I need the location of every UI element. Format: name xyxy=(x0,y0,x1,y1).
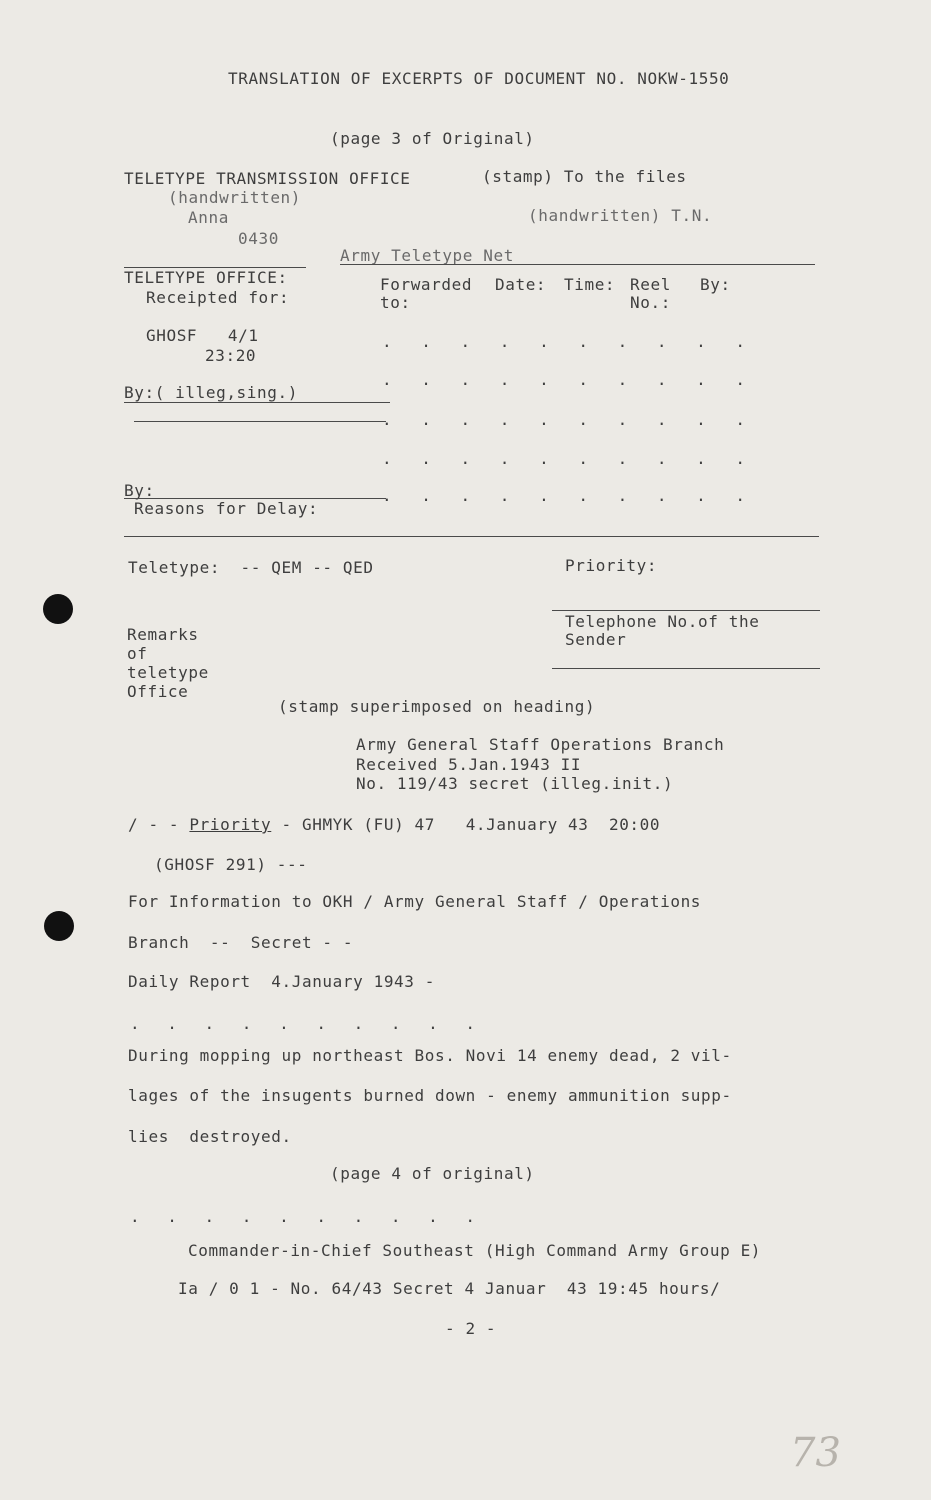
stamp-line-2: Received 5.Jan.1943 II xyxy=(356,755,582,774)
net-rule xyxy=(340,264,815,265)
pencil-page-mark: 73 xyxy=(790,1430,841,1476)
reel-no-label: Reel No.: xyxy=(630,275,671,312)
priority-line-prefix: / - - xyxy=(128,815,190,834)
document-title: TRANSLATION OF EXCERPTS OF DOCUMENT NO. NOKW-1550 xyxy=(228,69,730,88)
forwarded-to-label: Forwarded to: xyxy=(380,275,473,312)
priority-line-rest: - GHMYK (FU) 47 4.January 43 20:00 xyxy=(271,815,661,834)
telephone-rule-top xyxy=(552,610,820,611)
body-line-1: During mopping up northeast Bos. Novi 14 enemy dead, 2 vil- xyxy=(128,1046,732,1065)
omission-dots-1: . . . . . . . . . . xyxy=(130,1014,485,1033)
page-note: (page 3 of Original) xyxy=(330,129,535,148)
body-line-2: lages of the insugents burned down - enemy ammunition supp- xyxy=(128,1086,732,1105)
handwritten-label-1: (handwritten) xyxy=(168,188,302,207)
omission-dots-2: . . . . . . . . . . xyxy=(130,1207,485,1226)
by-rule-2 xyxy=(134,421,386,422)
stamp-line-1: Army General Staff Operations Branch xyxy=(356,735,725,754)
telephone-rule-bottom xyxy=(552,668,820,669)
remarks-label: Remarks of teletype Office xyxy=(127,625,209,701)
reasons-for-delay-label: Reasons for Delay: xyxy=(134,499,319,518)
handwritten-name: Anna xyxy=(188,208,229,227)
section-divider xyxy=(124,536,819,537)
by-illeg-signature: By:( illeg,sing.) xyxy=(124,383,298,402)
handwritten-label-2: (handwritten) T.N. xyxy=(528,206,713,225)
page-number: - 2 - xyxy=(445,1319,497,1338)
by-rule-1 xyxy=(124,402,390,403)
ghosf-reference: (GHOSF 291) --- xyxy=(154,855,308,874)
daily-report-line: Daily Report 4.January 1943 - xyxy=(128,972,435,991)
ghosf-entry: GHOSF 4/1 xyxy=(146,326,259,345)
time-label: Time: xyxy=(564,275,616,294)
dotted-row-3: . . . . . . . . . . xyxy=(382,410,756,429)
army-teletype-net: Army Teletype Net xyxy=(340,246,514,265)
receipted-for-label: Receipted for: xyxy=(146,288,290,307)
dotted-row-5: . . . . . . . . . . xyxy=(382,486,756,505)
stamp-line-3: No. 119/43 secret (illeg.init.) xyxy=(356,774,674,793)
dotted-row-1: . . . . . . . . . . xyxy=(382,332,756,351)
date-label: Date: xyxy=(495,275,547,294)
handwritten-time: 0430 xyxy=(238,229,279,248)
stamp-note: (stamp) To the files xyxy=(482,167,687,186)
body-line-3: lies destroyed. xyxy=(128,1127,292,1146)
priority-label: Priority: xyxy=(565,556,658,575)
page-4-note: (page 4 of original) xyxy=(330,1164,535,1183)
punch-hole-bottom xyxy=(44,911,74,941)
teletype-codes: Teletype: -- QEM -- QED xyxy=(128,558,374,577)
commander-line: Commander-in-Chief Southeast (High Command Army Group E) xyxy=(188,1241,762,1260)
by-label: By: xyxy=(700,275,731,294)
teletype-office-label: TELETYPE OFFICE: xyxy=(124,268,288,287)
punch-hole-top xyxy=(43,594,73,624)
priority-line xyxy=(128,816,660,834)
office-title: TELETYPE TRANSMISSION OFFICE xyxy=(124,169,411,188)
telephone-sender-label: Telephone No.of the Sender xyxy=(565,612,760,649)
by-blank: By: xyxy=(124,481,155,500)
dotted-row-2: . . . . . . . . . . xyxy=(382,370,756,389)
dotted-row-4: . . . . . . . . . . xyxy=(382,449,756,468)
office-label-rule xyxy=(124,267,306,268)
ia-reference-line: Ia / 0 1 - No. 64/43 Secret 4 Januar 43 19:45 hours/ xyxy=(178,1279,721,1298)
info-line-2: Branch -- Secret - - xyxy=(128,933,354,952)
stamp-superimposed-note: (stamp superimposed on heading) xyxy=(278,697,596,716)
ghosf-time: 23:20 xyxy=(205,346,257,365)
info-line-1: For Information to OKH / Army General Staff / Operations xyxy=(128,892,702,911)
priority-word: Priority xyxy=(189,815,272,834)
